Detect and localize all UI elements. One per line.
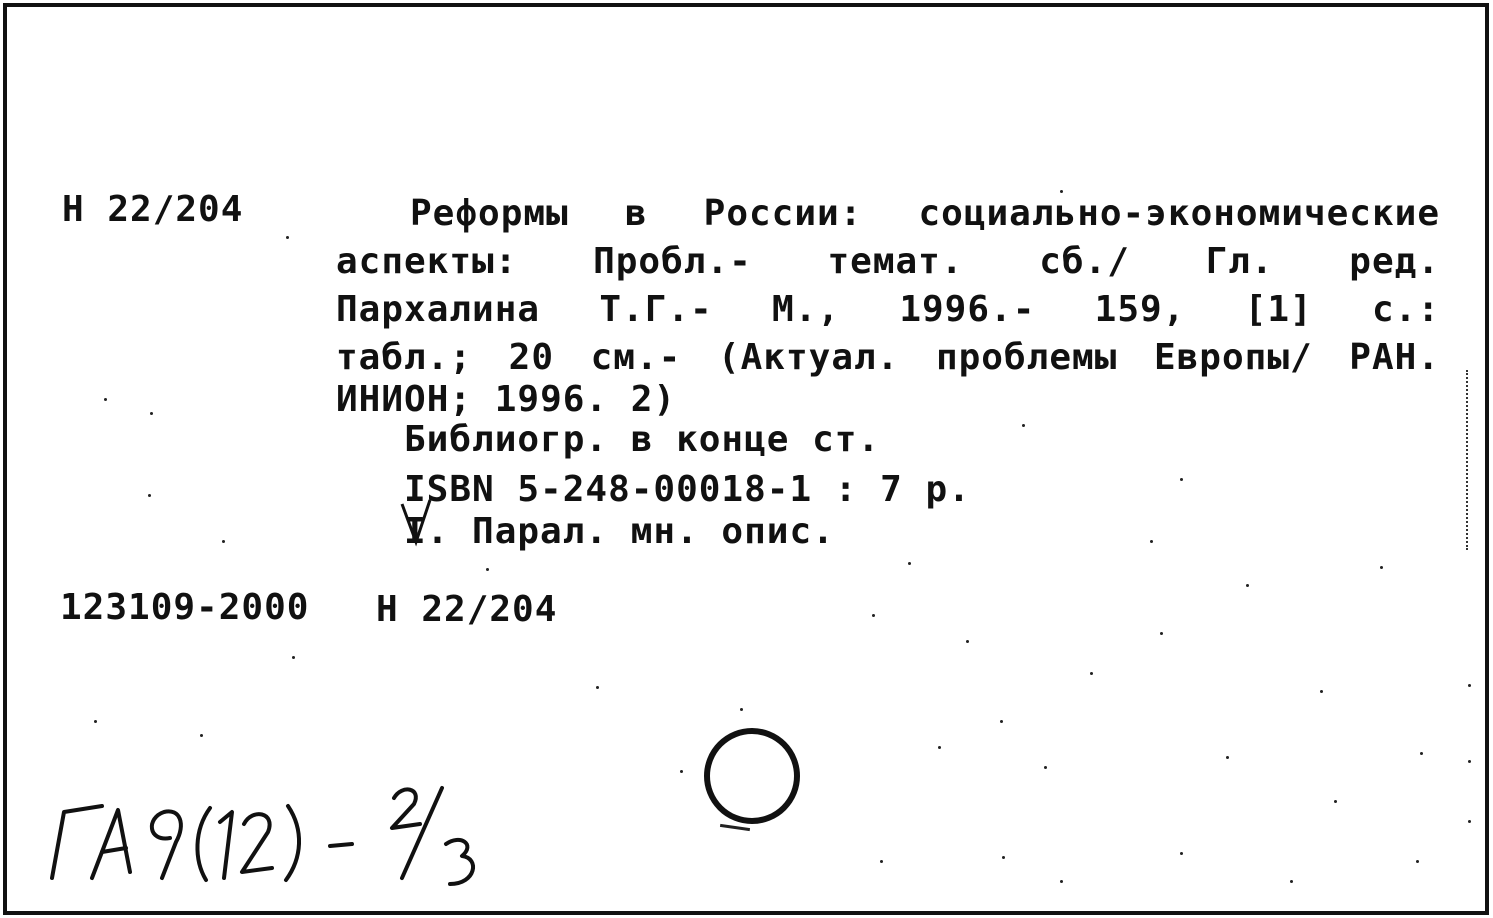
card-edge-marks	[1466, 370, 1471, 550]
speck	[292, 656, 295, 659]
speck	[1090, 672, 1093, 675]
speck	[596, 686, 599, 689]
shelf-mark: Н 22/204	[376, 589, 558, 630]
isbn-line: ISBN 5-248-00018-1 : 7 р.	[404, 469, 971, 510]
speck	[1160, 632, 1163, 635]
speck	[1468, 760, 1471, 763]
speck	[1290, 880, 1293, 883]
entry-line-3: Пархалина Т.Г.- М., 1996.- 159, [1] с.:	[336, 289, 1440, 330]
speck	[1226, 756, 1229, 759]
speck	[740, 708, 743, 711]
speck	[94, 720, 97, 723]
speck	[1022, 424, 1025, 427]
speck	[1060, 880, 1063, 883]
parallel-description-note: I. Парал. мн. опис.	[404, 511, 835, 552]
speck	[1180, 478, 1183, 481]
speck	[1320, 690, 1323, 693]
speck	[1002, 856, 1005, 859]
bibliography-note: Библиогр. в конце ст.	[404, 419, 881, 460]
speck	[1420, 752, 1423, 755]
speck	[286, 236, 289, 239]
speck	[1044, 766, 1047, 769]
speck	[200, 734, 203, 737]
speck	[938, 746, 941, 749]
entry-line-5: ИНИОН; 1996. 2)	[336, 379, 677, 420]
speck	[1000, 720, 1003, 723]
punch-hole-circle	[704, 728, 800, 824]
speck	[148, 494, 151, 497]
speck	[1060, 190, 1063, 193]
handwritten-code-signature	[30, 760, 500, 890]
speck	[1150, 540, 1153, 543]
speck	[1180, 852, 1183, 855]
inventory-number: 123109-2000	[60, 587, 310, 628]
speck	[908, 562, 911, 565]
call-number: Н 22/204	[62, 189, 244, 230]
speck	[1246, 584, 1249, 587]
speck	[1468, 820, 1471, 823]
entry-line-2: аспекты: Пробл.- темат. сб./ Гл. ред.	[336, 241, 1440, 282]
speck	[150, 412, 153, 415]
speck	[222, 540, 225, 543]
speck	[680, 770, 683, 773]
speck	[966, 640, 969, 643]
speck	[104, 398, 107, 401]
speck	[1468, 684, 1471, 687]
speck	[872, 614, 875, 617]
check-mark-icon	[398, 498, 434, 548]
speck	[1416, 860, 1419, 863]
entry-line-4: табл.; 20 см.- (Актуал. проблемы Европы/ РАН.	[336, 337, 1440, 378]
speck	[1380, 566, 1383, 569]
speck	[486, 568, 489, 571]
entry-title-line: Реформы в России: социально-экономические	[410, 193, 1440, 234]
speck	[1334, 800, 1337, 803]
speck	[880, 860, 883, 863]
